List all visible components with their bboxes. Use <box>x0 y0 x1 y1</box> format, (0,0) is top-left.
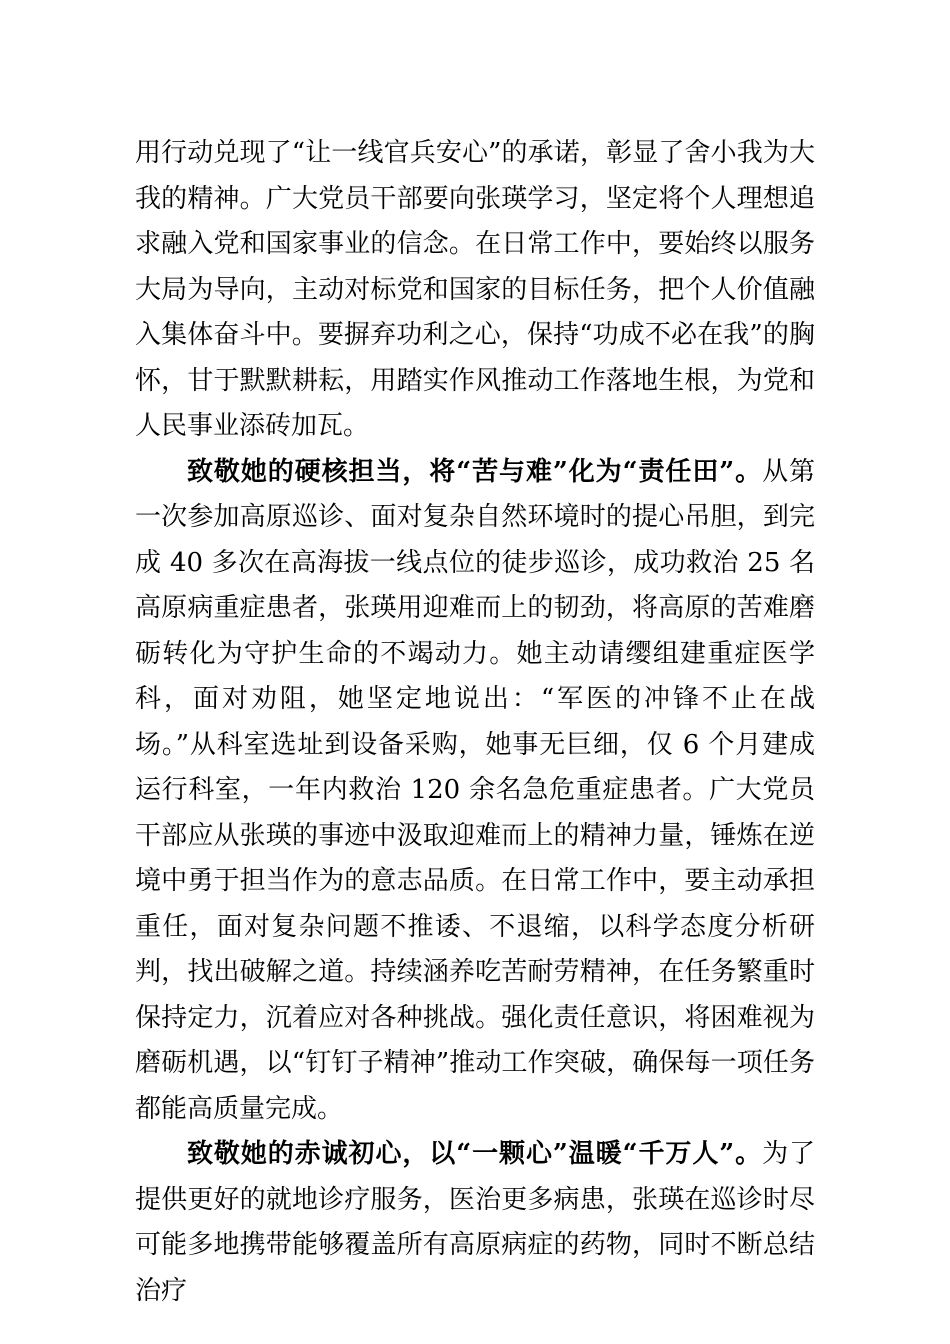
paragraph-2 <box>135 450 815 1133</box>
paragraph-2-text: 从第一次参加高原巡诊、面对复杂自然环境时的提心吊胆，到完成 40 多次在高海拔一线点位的徒步巡诊，成功救治 25 名高原病重症患者，张瑛用迎难而上的韧劲，将高原的苦难磨砺转化为守护生命的不竭动力。她主动请缨组建重症医学科，面对劝阻，她坚定地说出：“军医的冲锋不止在战场。”从科室选址到设备采购，她事无巨细，仅 6 个月建成运行科室，一年内救治 120 余名急危重症患者。广大党员干部应从张瑛的事迹中汲取迎难而上的精神力量，锤炼在逆境中勇于担当作为的意志品质。在日常工作中，要主动承担重任，面对复杂问题不推诿、不退缩，以科学态度分析研判，找出破解之道。持续涵养吃苦耐劳精神，在任务繁重时保持定力，沉着应对各种挑战。强化责任意识，将困难视为磨砺机遇，以“钉钉子精神”推动工作突破，确保每一项任务都能高质量完成。 <box>135 456 815 1124</box>
paragraph-1-text: 用行动兑现了“让一线官兵安心”的承诺，彰显了舍小我为大我的精神。广大党员干部要向张瑛学习，坚定将个人理想追求融入党和国家事业的信念。在日常工作中，要始终以服务大局为导向，主动对标党和国家的目标任务，把个人价值融入集体奋斗中。要摒弃功利之心，保持“功成不必在我”的胸怀，甘于默默耕耘，用踏实作风推动工作落地生根，为党和人民事业添砖加瓦。 <box>135 138 815 441</box>
paragraph-2-lead: 致敬她的硬核担当，将“苦与难”化为“责任田”。 <box>187 456 763 487</box>
document-page <box>135 131 815 1314</box>
paragraph-1 <box>135 131 815 450</box>
paragraph-3-text: 为了提供更好的就地诊疗服务，医治更多病患，张瑛在巡诊时尽可能多地携带能够覆盖所有高原病症的药物，同时不断总结治疗 <box>135 1139 815 1306</box>
paragraph-3 <box>135 1132 815 1314</box>
paragraph-3-lead: 致敬她的赤诚初心，以“一颗心”温暖“千万人”。 <box>187 1139 763 1169</box>
